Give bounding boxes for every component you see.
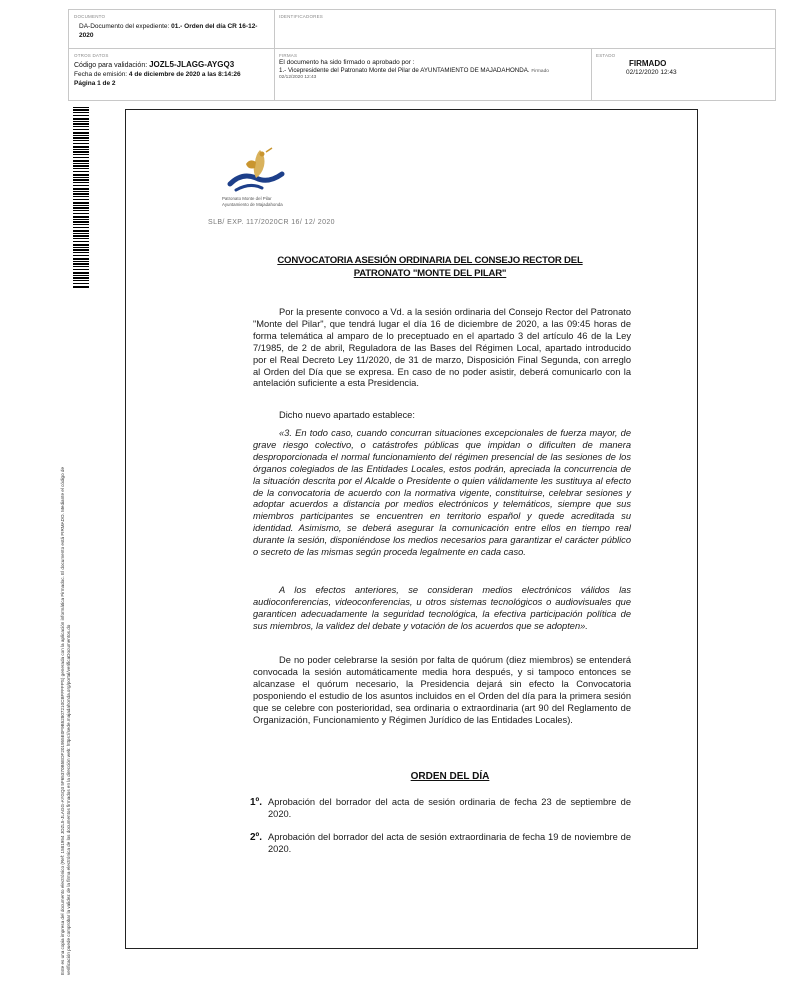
verification-side-text: Este es una copia impresa del documento electrónico (Ref: 1581954 JOZL5-JLAGG-AYGQ3 5F65370B5EDF201955E0F9B52807210CBFFFFPS) generada con la aplicación informática Firmadoc. El documento está FIRMADO. Mediante el código de verificación puede comprobar la validez de la firma electrónica de los documentos firmados en la dirección web: https://sede.majadahonda.org/portal/verificaDocumentos.do — [60, 466, 71, 975]
firmas-label: FIRMAS — [279, 53, 298, 58]
paragraph-quorum: De no poder celebrarse la sesión por falta de quórum (diez miembros) se entenderá convocada la sesión automáticamente media hora después, y si tampoco entonces se alcanzase el quórum necesario, la Presidencia dejará sin efecto la Convocatoria posponiendo el estudio de los asuntos incluidos en el Orden del día para la primera sesión que se celebre con posterioridad, sea ordinaria o extraordinaria (art 90 del Reglamento de Organización, Funcionamiento y Régimen Jurídico de las Entidades Locales). — [253, 655, 631, 725]
paragraph-convocatoria: Por la presente convoco a Vd. a la sesión ordinaria del Consejo Rector del Patronato "Monte del Pilar", que tendrá lugar el día 16 de diciembre de 2020, a las 09:45 horas de forma telemática al amparo de lo preceptuado en el apartado 3 del artículo 46 de la Ley 7/1985, de 2 de abril, Reguladora de las Bases del Régimen Local, apartado introducido por el Real Decreto Ley 11/2020, de 31 de marzo, Disposición Final Segunda, con arreglo al Orden del Día que se expresa. En caso de no poder asistir, deberá comunicarlo con la antelación suficiente a esta Presidencia. — [253, 307, 631, 389]
otros-datos-label: OTROS DATOS — [74, 53, 109, 58]
document-header — [68, 9, 776, 101]
barcode — [73, 107, 89, 289]
documento-label: DOCUMENTO — [74, 14, 106, 19]
page-title: CONVOCATORIA ASESIÓN ORDINARIA DEL CONSEJO RECTOR DEL PATRONATO "MONTE DEL PILAR" — [277, 255, 583, 279]
page-number: Página 1 de 2 — [74, 80, 116, 87]
estado-label: ESTADO — [596, 53, 616, 58]
expediente-reference: SLB/ EXP. 117/2020CR 16/ 12/ 2020 — [208, 219, 335, 226]
paragraph-quote-2: A los efectos anteriores, se consideran medios electrónicos válidos las audioconferencias, videoconferencias, u otros sistemas tecnológicos o audiovisuales que garanticen adecuadamente la seguridad tecnológica, la efectiva participación política de sus miembros, la validez del debate y votación de los acuerdos que se adopten». — [253, 585, 631, 631]
documento-value: DA-Documento del expediente: 01.- Orden del día CR 16-12-2020 — [79, 23, 258, 39]
firmas-line1: El documento ha sido firmado o aprobado por : — [279, 59, 415, 66]
codigo-validacion: Código para validación: JOZL5-JLAGG-AYGQ3 — [74, 60, 235, 69]
firmas-date: 02/12/2020 12:43 — [279, 75, 317, 80]
agenda-item-1-number: 1º. — [250, 797, 262, 808]
agenda-item-1-text: Aprobación del borrador del acta de sesión ordinaria de fecha 23 de septiembre de 2020. — [268, 797, 631, 819]
paragraph-apartado: Dicho nuevo apartado establece: — [279, 410, 415, 420]
orden-del-dia-title: ORDEN DEL DÍA — [410, 771, 490, 782]
firmas-line2: 1.- Vicepresidente del Patronato Monte del Pilar de AYUNTAMIENTO DE MAJADAHONDA. Firmado — [279, 67, 549, 74]
paragraph-quote-1: «3. En todo caso, cuando concurran situaciones excepcionales de fuerza mayor, de grave riesgo colectivo, o catástrofes públicas que impidan o dificulten de manera desproporcionada el normal funcionamiento del régimen presencial de las sesiones de los órganos colegiados de las Entidades Locales, estos podrán, apreciada la concurrencia de la situación descrita por el Alcalde o Presidente o quien válidamente les sustituya al efecto de la convocatoria de acuerdo con la normativa vigente, constituirse, celebrar sesiones y adoptar acuerdos a distancia por medios electrónicos y telemáticos, siempre que sus miembros participantes se encuentren en territorio español y quede acreditada su identidad. Asimismo, se deberá asegurar la comunicación entre ellos en tiempo real durante la sesión, disponiéndose los medios necesarios para garantizar el carácter público o secreto de las mismas según proceda legalmente en cada caso. — [253, 428, 631, 558]
estado-value: FIRMADO — [629, 59, 667, 68]
fecha-emision: Fecha de emisión: 4 de diciembre de 2020 a las 8:14:26 — [74, 71, 241, 78]
estado-date: 02/12/2020 12:43 — [626, 69, 677, 76]
logo-caption: Patronato Monte del Pilar Ayuntamiento de Majadahonda — [222, 196, 283, 207]
agenda-item-2-text: Aprobación del borrador del acta de sesión extraordinaria de fecha 19 de noviembre de 2020. — [268, 832, 631, 854]
agenda-item-2-number: 2º. — [250, 832, 262, 843]
identificadores-label: IDENTIFICADORES — [279, 14, 324, 19]
